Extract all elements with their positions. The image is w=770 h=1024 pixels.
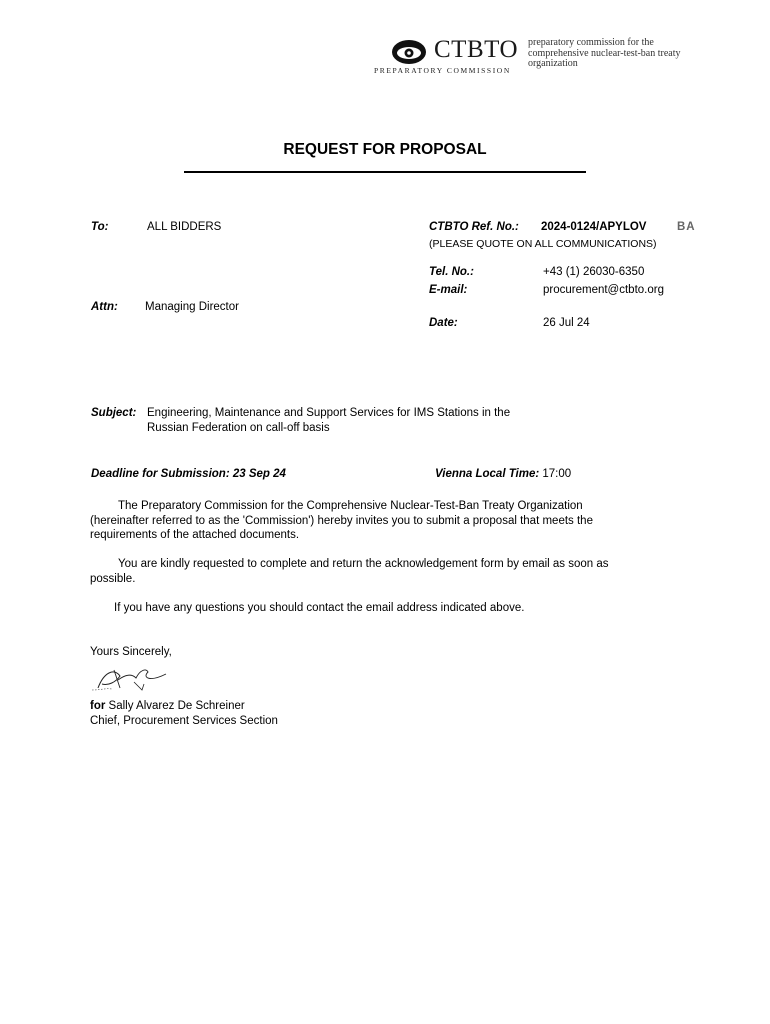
handwritten-signature	[90, 662, 170, 701]
subject-line-1: Engineering, Maintenance and Support Services for IMS Stations in the	[147, 407, 511, 419]
body-paragraph-3: If you have any questions you should contact the email address indicated above.	[114, 602, 525, 614]
for-label: for	[90, 700, 106, 712]
ctbto-logo	[372, 36, 692, 78]
deadline-line	[91, 467, 286, 481]
attn-label: Attn:	[91, 301, 118, 313]
tel-value: +43 (1) 26030-6350	[543, 266, 645, 278]
signer-name: Sally Alvarez De Schreiner	[108, 700, 245, 712]
body-paragraph-1: The Preparatory Commission for the Comprehensive Nuclear-Test-Ban Treaty Organization (hereinafter referred to as the 'Commission') hereby invites you to submit a proposal that meets the requirements of the attached documents.	[90, 500, 593, 541]
logo-wordmark: CTBTO	[434, 36, 518, 63]
body-paragraph-2: You are kindly requested to complete and return the acknowledgement form by email as soon as possible.	[90, 558, 609, 585]
vienna-time-label: Vienna Local Time:	[435, 468, 540, 480]
subject-line-2: Russian Federation on call-off basis	[147, 422, 330, 434]
deadline-value: 23 Sep 24	[232, 468, 286, 480]
tel-label: Tel. No.:	[429, 266, 474, 278]
date-value: 26 Jul 24	[543, 317, 590, 329]
date-label: Date:	[429, 317, 458, 329]
attn-value: Managing Director	[145, 301, 239, 313]
signer-title: Chief, Procurement Services Section	[90, 715, 278, 727]
subject-label: Subject:	[91, 407, 137, 419]
logo-tagline: preparatory commission for the comprehensive nuclear-test-ban treaty organization	[528, 37, 681, 69]
logo-subtitle: PREPARATORY COMMISSION	[374, 66, 511, 75]
email-value: procurement@ctbto.org	[543, 284, 664, 296]
ref-value: 2024-0124/APYLOV	[541, 221, 647, 233]
to-label: To:	[91, 221, 109, 233]
salutation: Yours Sincerely,	[90, 646, 172, 658]
document-title: REQUEST FOR PROPOSAL	[283, 141, 487, 158]
ref-suffix: BA	[677, 221, 696, 233]
signer-line	[90, 699, 245, 713]
email-label: E-mail:	[429, 284, 468, 296]
title-underline	[184, 171, 586, 173]
deadline-label: Deadline for Submission:	[91, 468, 230, 480]
ref-note: (PLEASE QUOTE ON ALL COMMUNICATIONS)	[429, 238, 657, 250]
vienna-time-line	[435, 467, 571, 481]
ref-label: CTBTO Ref. No.:	[429, 221, 519, 233]
to-value: ALL BIDDERS	[147, 221, 222, 233]
vienna-time-value: 17:00	[542, 468, 572, 480]
